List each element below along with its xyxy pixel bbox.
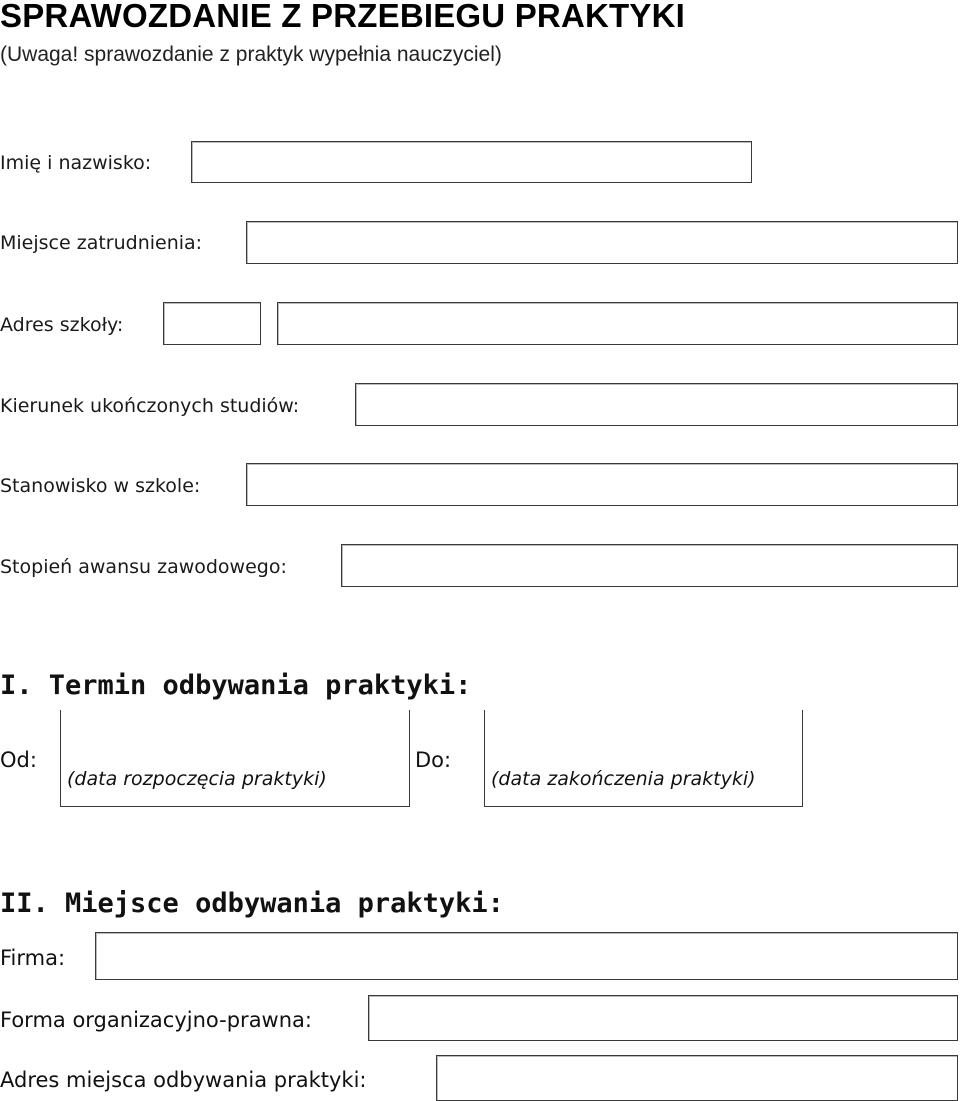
start-date-hint: (data rozpoczęcia praktyki) xyxy=(67,768,327,790)
school-address-label: Adres szkoły: xyxy=(0,314,124,336)
page-title: SPRAWOZDANIE Z PRZEBIEGU PRAKTYKI xyxy=(0,0,685,34)
practice-address-field[interactable] xyxy=(436,1055,958,1101)
end-date-field[interactable] xyxy=(484,710,803,807)
promotion-label: Stopień awansu zawodowego: xyxy=(0,556,287,578)
page-note: (Uwaga! sprawozdanie z praktyk wypełnia nauczyciel) xyxy=(0,43,502,66)
practice-address-label: Adres miejsca odbywania praktyki: xyxy=(0,1068,367,1092)
legal-form-label: Forma organizacyjno-prawna: xyxy=(0,1008,312,1032)
school-postal-code-field[interactable] xyxy=(163,302,261,345)
studies-label: Kierunek ukończonych studiów: xyxy=(0,395,300,417)
to-label: Do: xyxy=(415,748,452,772)
from-label: Od: xyxy=(0,748,37,772)
company-field[interactable] xyxy=(95,932,958,980)
section-1-heading: I. Termin odbywania praktyki: xyxy=(0,670,472,701)
school-address-field[interactable] xyxy=(277,302,958,345)
section-2-heading: II. Miejsce odbywania praktyki: xyxy=(0,888,504,919)
name-label: Imię i nazwisko: xyxy=(0,152,152,174)
start-date-field[interactable] xyxy=(60,710,410,807)
position-field[interactable] xyxy=(246,463,958,506)
promotion-field[interactable] xyxy=(341,544,958,587)
company-label: Firma: xyxy=(0,946,66,970)
employment-label: Miejsce zatrudnienia: xyxy=(0,232,203,254)
employment-field[interactable] xyxy=(246,221,958,264)
name-field[interactable] xyxy=(191,141,752,183)
legal-form-field[interactable] xyxy=(368,995,958,1041)
end-date-hint: (data zakończenia praktyki) xyxy=(491,768,756,790)
position-label: Stanowisko w szkole: xyxy=(0,475,201,497)
studies-field[interactable] xyxy=(355,383,958,426)
